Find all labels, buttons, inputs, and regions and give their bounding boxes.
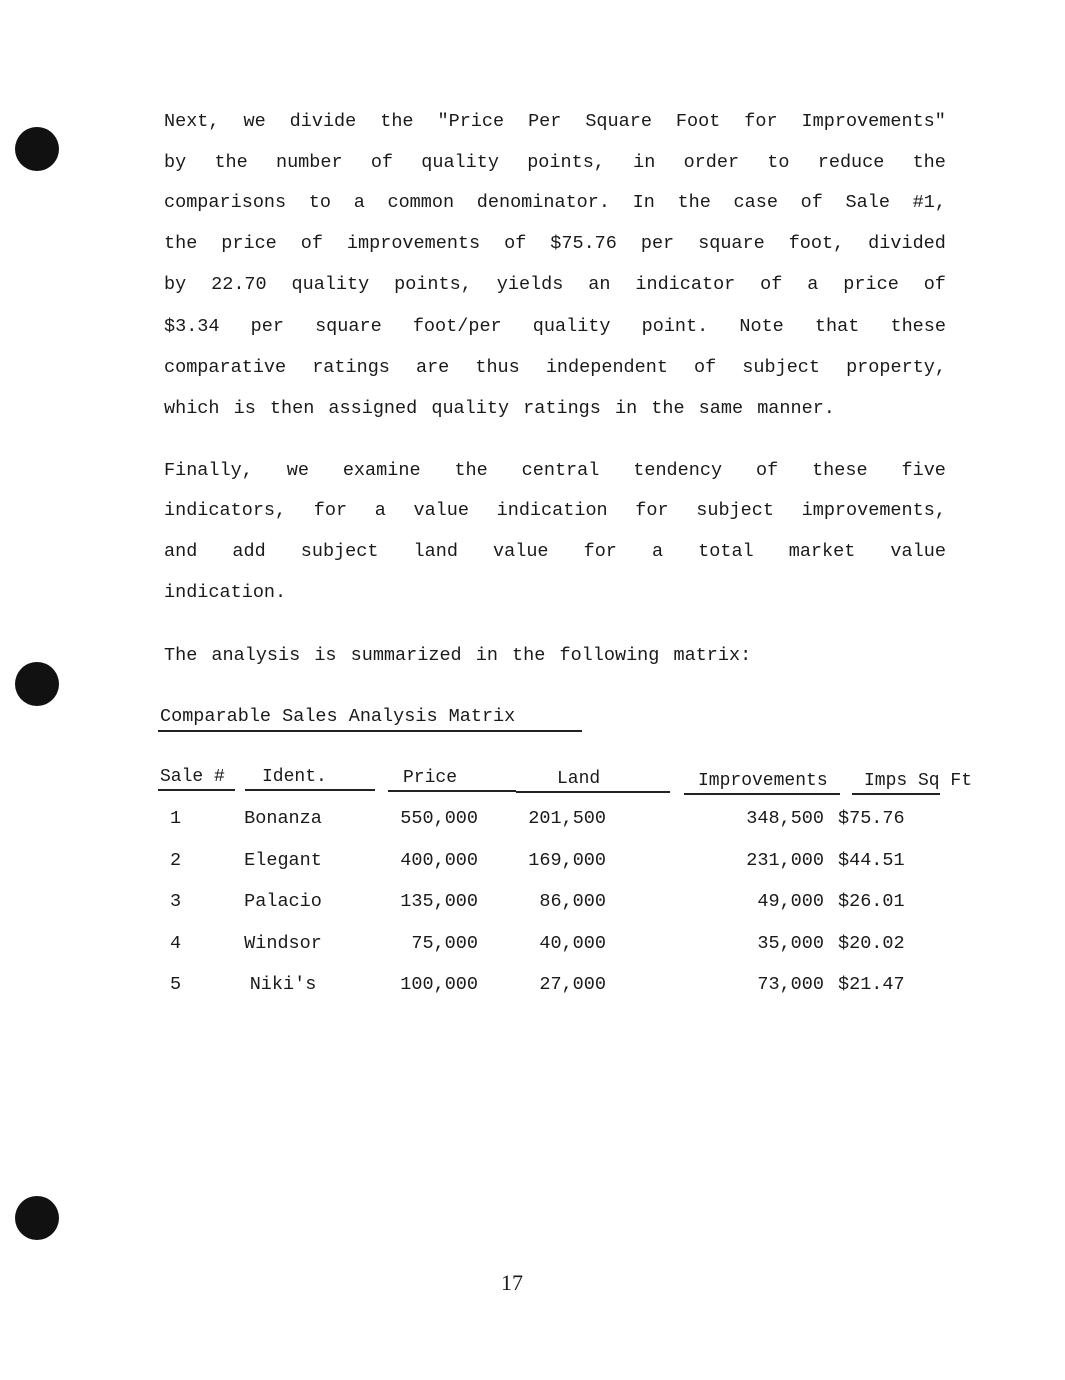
- text-line: Next, we divide the "Price Per Square Foot for Improvements": [164, 111, 946, 132]
- cell-price: 135,000: [400, 891, 478, 912]
- text-line: the price of improvements of $75.76 per square foot, divided: [164, 233, 946, 254]
- cell-ident: Elegant: [244, 850, 322, 871]
- text-line: The analysis is summarized in the following matrix:: [164, 645, 752, 666]
- header-land: Land: [557, 769, 601, 789]
- cell-sale: 1: [170, 808, 182, 829]
- header-price: Price: [403, 768, 458, 788]
- text-line: Finally, we examine the central tendency of these five: [164, 460, 946, 481]
- cell-ident: Palacio: [244, 891, 322, 912]
- header-rule-sale: [158, 789, 235, 791]
- cell-sale: 2: [170, 850, 182, 871]
- text-line: comparative ratings are thus independent of subject property,: [164, 357, 946, 378]
- header-ident: Ident.: [262, 767, 327, 787]
- cell-improvements: 348,500: [746, 808, 824, 829]
- header-imps-sq-ft: Imps Sq Ft: [864, 771, 973, 791]
- text-line: by 22.70 quality points, yields an indicator of a price of: [164, 274, 946, 295]
- cell-improvements: 231,000: [746, 850, 824, 871]
- cell-sale: 3: [170, 891, 182, 912]
- cell-ident: Windsor: [244, 933, 322, 954]
- cell-improvements: 49,000: [757, 891, 824, 912]
- header-sale: Sale #: [160, 767, 225, 787]
- cell-price: 75,000: [411, 933, 478, 954]
- cell-sale: 4: [170, 933, 182, 954]
- header-rule-land: [516, 791, 670, 793]
- cell-land: 86,000: [539, 891, 606, 912]
- header-rule-improvements: [684, 793, 840, 795]
- header-improvements: Improvements: [698, 771, 828, 791]
- text-line: indicators, for a value indication for subject improvements,: [164, 500, 946, 521]
- text-line: comparisons to a common denominator. In the case of Sale #1,: [164, 192, 946, 213]
- punch-hole: [15, 1196, 59, 1240]
- header-rule-imps-sq-ft: [852, 793, 940, 795]
- cell-imps-sq-ft: $21.47: [838, 974, 905, 995]
- header-rule-price: [388, 790, 516, 792]
- text-line: which is then assigned quality ratings in the same manner.: [164, 398, 835, 419]
- cell-imps-sq-ft: $75.76: [838, 808, 905, 829]
- cell-imps-sq-ft: $26.01: [838, 891, 905, 912]
- cell-land: 201,500: [528, 808, 606, 829]
- cell-imps-sq-ft: $44.51: [838, 850, 905, 871]
- caption-underline: [158, 730, 582, 732]
- cell-price: 400,000: [400, 850, 478, 871]
- punch-hole: [15, 127, 59, 171]
- cell-improvements: 73,000: [757, 974, 824, 995]
- page-number: 17: [501, 1270, 523, 1295]
- cell-land: 40,000: [539, 933, 606, 954]
- matrix-caption: Comparable Sales Analysis Matrix: [160, 706, 516, 727]
- text-line: by the number of quality points, in order to reduce the: [164, 152, 946, 173]
- text-line: $3.34 per square foot/per quality point. Note that these: [164, 316, 946, 337]
- cell-ident: Bonanza: [244, 808, 322, 829]
- cell-improvements: 35,000: [757, 933, 824, 954]
- text-line: indication.: [164, 582, 287, 603]
- cell-imps-sq-ft: $20.02: [838, 933, 905, 954]
- cell-land: 27,000: [539, 974, 606, 995]
- header-rule-ident: [245, 789, 375, 791]
- cell-ident: Niki's: [249, 974, 317, 995]
- punch-hole: [15, 662, 59, 706]
- text-line: and add subject land value for a total market value: [164, 541, 946, 562]
- cell-land: 169,000: [528, 850, 606, 871]
- cell-sale: 5: [170, 974, 182, 995]
- cell-price: 550,000: [400, 808, 478, 829]
- cell-price: 100,000: [400, 974, 478, 995]
